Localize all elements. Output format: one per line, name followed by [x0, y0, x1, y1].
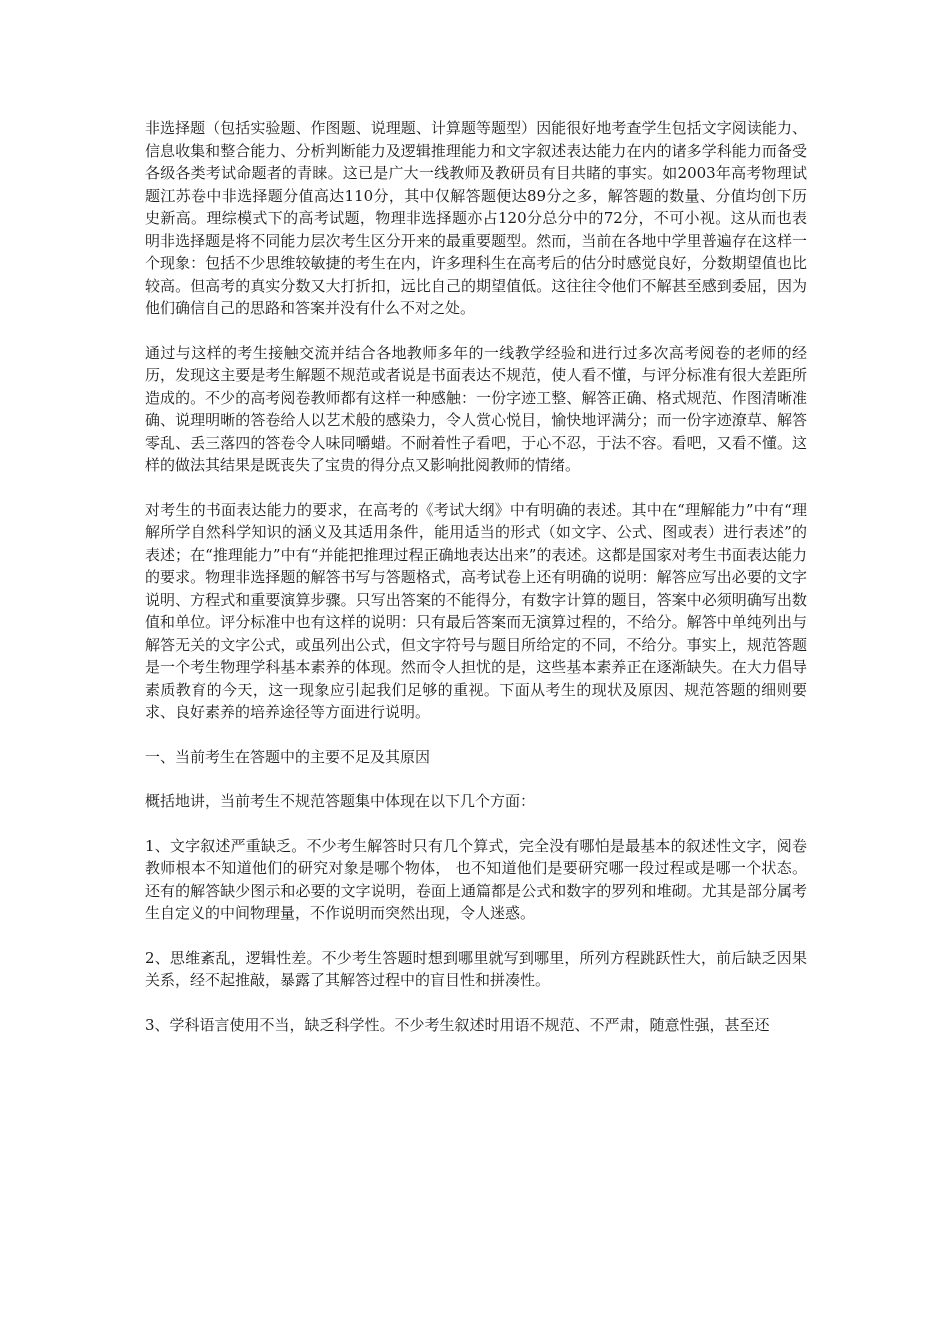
- list-item-1: 1、文字叙述严重缺乏。不少考生解答时只有几个算式，完全没有哪怕是最基本的叙述性文字，阅卷教师根本不知道他们的研究对象是哪个物体， 也不知道他们是要研究哪一段过程或是哪一个状态。还有的解答缺少图示和必要的文字说明，卷面上通篇都是公式和数字的罗列和堆砌。尤其是部分属考生自定义的中间物理量，不作说明而突然出现，令人迷惑。: [145, 836, 807, 922]
- list-item-2: 2、思维紊乱，逻辑性差。不少考生答题时想到哪里就写到哪里，所列方程跳跃性大，前后缺乏因果关系，经不起推敲，暴露了其解答过程中的盲目性和拼凑性。: [145, 948, 807, 989]
- paragraph-summary: 概括地讲，当前考生不规范答题集中体现在以下几个方面：: [145, 792, 536, 810]
- section-heading: 一、当前考生在答题中的主要不足及其原因: [145, 747, 431, 766]
- paragraph-syllabus-requirements: 对考生的书面表达能力的要求，在高考的《考试大纲》中有明确的表述。其中在“理解能力”中有“理解所学自然科学知识的涵义及其适用条件，能用适当的形式（如文字、公式、图或表）进行表述”的表述；在“推理能力”中有“并能把推理过程正确地表达出来”的表述。这都是国家对考生书面表达能力的要求。物理非选择题的解答书写与答题格式，高考试卷上还有明确的说明：解答应写出必要的文字说明、方程式和重要演算步骤。只写出答案的不能得分，有数字计算的题目，答案中必须明确写出数值和单位。评分标准中也有这样的说明：只有最后答案而无演算过程的，不给分。解答中单纯列出与解答无关的文字公式，或虽列出公式，但文字符号与题目所给定的不同，不给分。事实上，规范答题是一个考生物理学科基本素养的体现。然而令人担忧的是，这些基本素养正在逐渐缺失。在大力倡导素质教育的今天，这一现象应引起我们足够的重视。下面从考生的现状及原因、规范答题的细则要求、良好素养的培养途径等方面进行说明。: [145, 500, 807, 721]
- paragraph-intro: 非选择题（包括实验题、作图题、说理题、计算题等题型）因能很好地考查学生包括文字阅读能力、信息收集和整合能力、分析判断能力及逻辑推理能力和文字叙述表达能力在内的诸多学科能力而备受各级各类考试命题者的青睐。这已是广大一线教师及教研员有目共睹的事实。如2003年高考物理试题江苏卷中非选择题分值高达110分，其中仅解答题便达89分之多，解答题的数量、分值均创下历史新高。理综模式下的高考试题，物理非选择题亦占120分总分中的72分，不可小视。这从而也表明非选择题是将不同能力层次考生区分开来的最重要题型。然而，当前在各地中学里普遍存在这样一个现象：包括不少思维较敏捷的考生在内，许多理科生在高考后的估分时感觉良好，分数期望值也比较高。但高考的真实分数又大打折扣，远比自己的期望值低。这往往令他们不解甚至感到委屈，因为他们确信自己的思路和答案并没有什么不对之处。: [145, 119, 807, 317]
- document-page: [145, 117, 807, 1058]
- list-item-3: 3、学科语言使用不当，缺乏科学性。不少考生叙述时用语不规范、不严肃，随意性强，甚至还: [145, 1015, 770, 1034]
- paragraph-exam-experience: 通过与这样的考生接触交流并结合各地教师多年的一线教学经验和进行过多次高考阅卷的老师的经历，发现这主要是考生解题不规范或者说是书面表达不规范，使人看不懂，与评分标准有很大差距所造成的。不少的高考阅卷教师都有这样一种感触：一份字迹工整、解答正确、格式规范、作图清晰准确、说理明晰的答卷给人以艺术般的感染力，令人赏心悦目，愉快地评满分；而一份字迹潦草、解答零乱、丢三落四的答卷令人味同嚼蜡。不耐着性子看吧，于心不忍，于法不容。看吧，又看不懂。这样的做法其结果是既丧失了宝贵的得分点又影响批阅教师的情绪。: [145, 343, 807, 474]
